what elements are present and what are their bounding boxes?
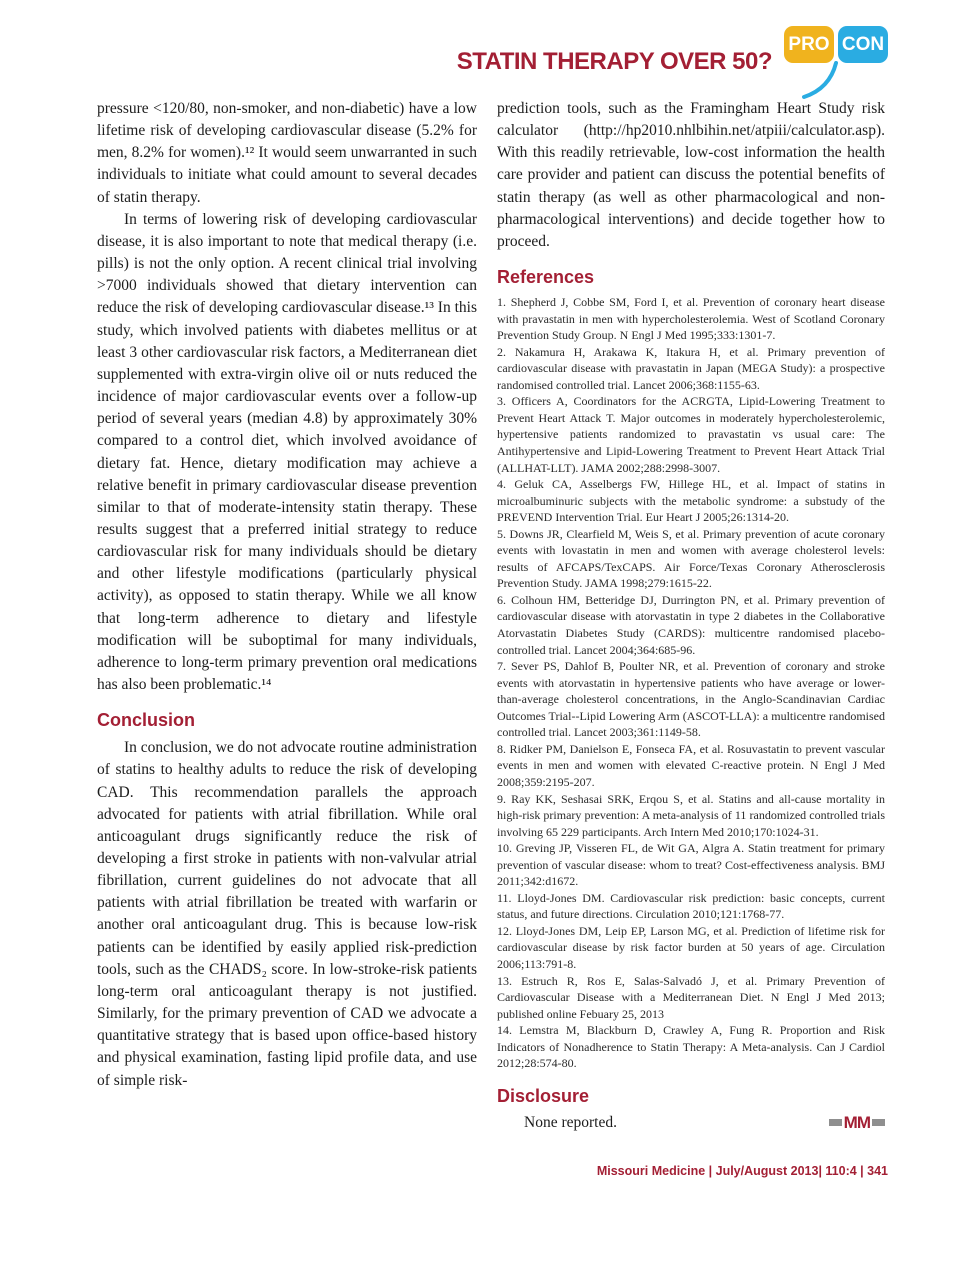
disclosure-row [497, 1113, 885, 1133]
body-paragraph: prediction tools, such as the Framingham Heart Study risk calculator (http://hp2010.nhlbihin.net/atpiii/calculator.asp). With this readily retrievable, low-cost information the health care provider and patient can discuss the potential benefits of statin therapy (as well as other pharmacological and non-pharmacological interventions) and decide together how to proceed. [497, 100, 885, 250]
conclusion-heading: Conclusion [97, 710, 195, 731]
reference-item: 14. Lemstra M, Blackburn D, Crawley A, Fung R. Proportion and Risk Indicators of Nonadherence to Statin Therapy: A Meta-analysis. Can J Cardiol 2012;28:574-80. [497, 1023, 885, 1071]
reference-item: 13. Estruch R, Ros E, Salas-Salvadó J, et al. Primary Prevention of Cardiovascular Disease with a Mediterranean Diet. N Engl J Med 2013; published online Febuary 25, 2013 [497, 973, 885, 1021]
left-column [97, 98, 477, 1092]
references-list [497, 294, 885, 1072]
page-title: STATIN THERAPY OVER 50? [456, 47, 772, 75]
mm-logo-text: MM [843, 1112, 870, 1132]
conclusion-paragraph: In conclusion, we do not advocate routine administration of statins to healthy adults to reduce the risk of developing CAD. This recommendation parallels the approach advocated for patients with atrial fibrillation. While oral anticoagulant drugs significantly reduce the risk of developing a first stroke in patients with non-valvular atrial fibrillation, current guidelines do not advocate that all patients with atrial fibrillation be treated with warfarin or another oral anticoagulant drug. This is because low-risk patients can be identified by easily applied risk-prediction tools, such as the CHADS₂ score. In low-stroke-risk patients long-term oral anticoagulant therapy is not justified. Similarly, for the primary prevention of CAD we advocate a quantitative strategy that is based upon office-based history and physical examination, fasting lipid profile data, and use of simple risk- [97, 739, 477, 1089]
references-heading: References [497, 267, 595, 288]
pro-con-logo [784, 26, 888, 97]
reference-item: 2. Nakamura H, Arakawa K, Itakura H, et al. Primary prevention of cardiovascular disease with pravastatin in Japan (MEGA Study): a prospective randomised controlled trial. Lancet 2006;368:1155-63. [497, 344, 885, 392]
header [0, 26, 888, 97]
con-badge: CON [838, 26, 888, 63]
mm-bar-left-icon [829, 1119, 842, 1126]
body-paragraph: In terms of lowering risk of developing cardiovascular disease, it is also important to note that medical therapy (i.e. pills) is not the only option. A recent clinical trial involving >7000 individuals showed that dietary intervention can reduce the risk of developing cardiovascular disease.¹³ In this study, which involved patients with diabetes mellitus or at least 3 other cardiovascular risk factors, a Mediterranean diet supplemented with extra-virgin olive oil or nuts reduced the incidence of major cardiovascular events over a follow-up period of several years (median 4.8) by approximately 30% compared to a control diet, which involved avoidance of dietary fat. Hence, dietary modification may achieve a relative benefit in primary cardiovascular disease prevention similar to that of moderate-intensity statin therapy. These results suggest that a preferred initial strategy to reduce cardiovascular risk for many individuals should be dietary and other lifestyle modifications (particularly physical activity), as opposed to statin therapy. While we all know that long-term adherence to dietary and lifestyle modification will be suboptimal for many individuals, adherence to long-term primary prevention oral medications has also been problematic.¹⁴ [97, 210, 477, 694]
reference-item: 7. Sever PS, Dahlof B, Poulter NR, et al. Prevention of coronary and stroke events with atorvastatin in hypertensive patients who have average or lower-than-average cholesterol concentrations, in the Anglo-Scandinavian Cardiac Outcomes Trial--Lipid Lowering Arm (ASCOT-LLA): a multicentre randomised controlled trial. Lancet 2003;361:1149-58. [497, 659, 885, 740]
reference-item: 5. Downs JR, Clearfield M, Weis S, et al. Primary prevention of acute coronary events with lovastatin in men and women with average cholesterol levels: results of AFCAPS/TexCAPS. Air Force/Texas Coronary Atherosclerosis Prevention Study. JAMA 1998;279:1615-22. [497, 526, 885, 591]
disclosure-text: None reported. [524, 1113, 617, 1131]
reference-item: 4. Geluk CA, Asselbergs FW, Hillege HL, et al. Impact of statins in microalbuminuric subjects with the metabolic syndrome: a substudy of the PREVEND Intervention Trial. Eur Heart J 2005;26:1314-20. [497, 477, 885, 525]
reference-item: 9. Ray KK, Seshasai SRK, Erqou S, et al. Statins and all-cause mortality in high-risk primary prevention: A meta-analysis of 11 randomized controlled trials involving 65 229 participants. Arch Intern Med 2010;170:1024-31. [497, 791, 885, 839]
speech-bubble-tail-icon [792, 61, 852, 103]
footer-citation: Missouri Medicine | July/August 2013| 110:4 | 341 [596, 1164, 888, 1178]
pro-badge: PRO [784, 26, 834, 63]
body-paragraph: pressure <120/80, non-smoker, and non-diabetic) have a low lifetime risk of developing cardiovascular disease (5.2% for men, 8.2% for women).¹² It would seem unwarranted in such individuals to initiate what could amount to several decades of statin therapy. [97, 100, 477, 206]
mm-bar-right-icon [872, 1119, 885, 1126]
missouri-medicine-logo [829, 1113, 885, 1133]
reference-item: 12. Lloyd-Jones DM, Leip EP, Larson MG, et al. Prediction of lifetime risk for cardiovascular disease by risk factor burden at 50 years of age. Circulation 2006;113:791-8. [497, 923, 885, 971]
reference-item: 8. Ridker PM, Danielson E, Fonseca FA, et al. Rosuvastatin to prevent vascular events in men and women with elevated C-reactive protein. N Engl J Med 2008;359:2195-207. [497, 741, 885, 789]
reference-item: 10. Greving JP, Visseren FL, de Wit GA, Algra A. Statin treatment for primary prevention of vascular disease: whom to treat? Cost-effectiveness analysis. BMJ 2011;342:d1672. [497, 841, 885, 889]
reference-item: 6. Colhoun HM, Betteridge DJ, Durrington PN, et al. Primary prevention of cardiovascular disease with atorvastatin in type 2 diabetes in the Collaborative Atorvastatin Diabetes Study (CARDS): multicentre randomised placebo-controlled trial. Lancet 2004;364:685-96. [497, 592, 885, 657]
right-column [497, 98, 885, 1133]
disclosure-heading: Disclosure [497, 1085, 590, 1106]
reference-item: 11. Lloyd-Jones DM. Cardiovascular risk prediction: basic concepts, current status, and future directions. Circulation 2010;121:1768-77. [497, 890, 885, 922]
reference-item: 3. Officers A, Coordinators for the ACRGTA, Lipid-Lowering Treatment to Prevent Heart Attack T. Major outcomes in moderately hypercholesterolemic, hypertensive patients randomized to pravastatin vs usual care: The Antihypertensive and Lipid-Lowering Treatment to Prevent Heart Attack Trial (ALLHAT-LLT). JAMA 2002;288:2998-3007. [497, 394, 885, 475]
reference-item: 1. Shepherd J, Cobbe SM, Ford I, et al. Prevention of coronary heart disease with pravastatin in men with hypercholesterolemia. West of Scotland Coronary Prevention Study Group. N Engl J Med 1995;333:1301-7. [497, 295, 885, 343]
